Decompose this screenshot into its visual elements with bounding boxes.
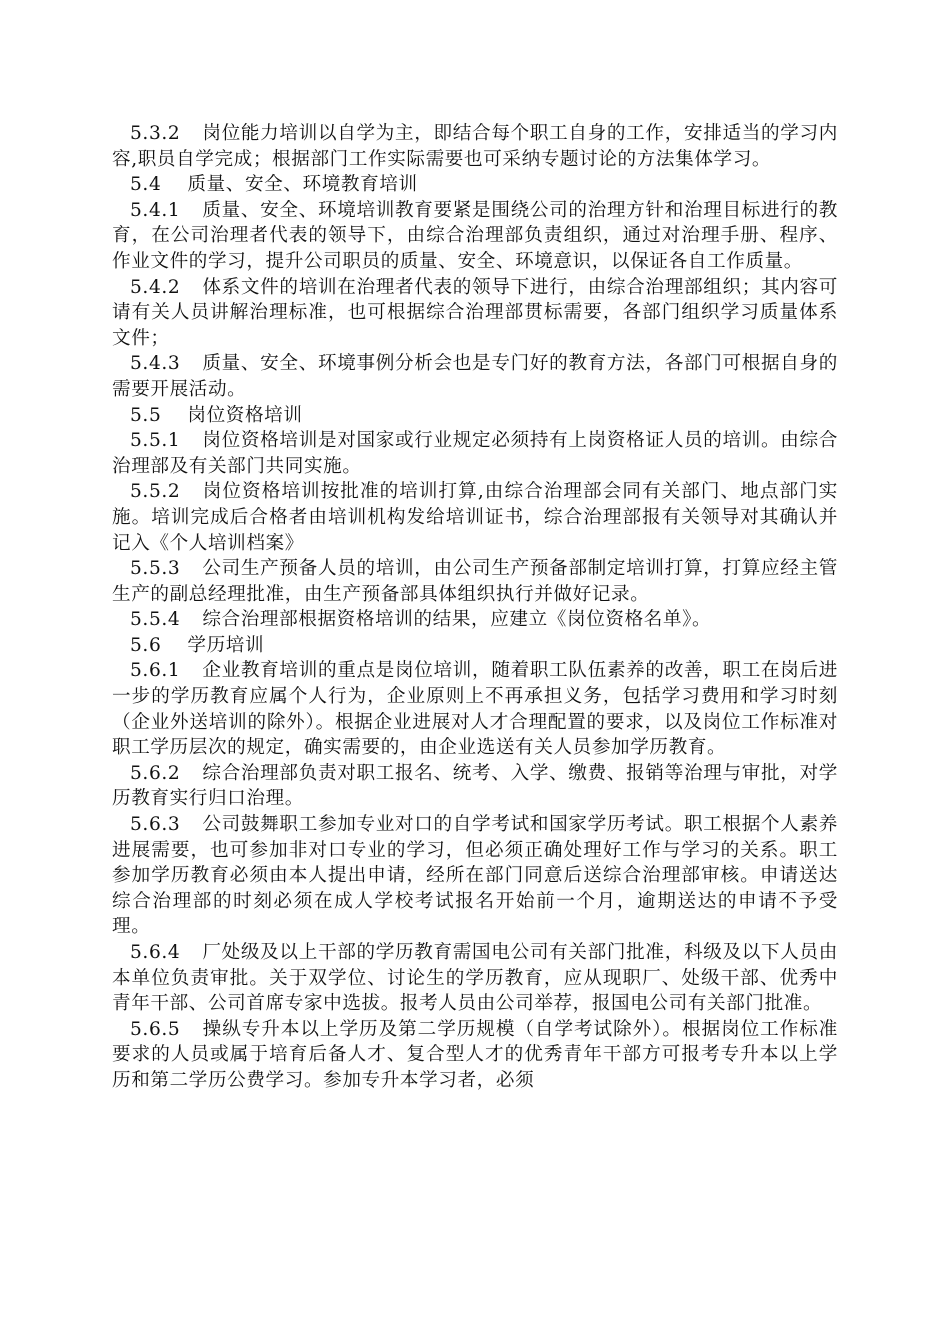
paragraph-text: 质量、安全、环境培训教育要紧是围绕公司的治理方针和治理目标进行的教育，在公司治理者代表的领导下，由综合治理部负责组织，通过对治理手册、程序、作业文件的学习，提升公司职员的质量、安全、环境意识，以保证各自工作质量。 bbox=[112, 199, 838, 272]
paragraph-5-6-5 bbox=[112, 1017, 838, 1094]
heading-5-5 bbox=[112, 403, 838, 429]
paragraph-5-5-2 bbox=[112, 479, 838, 556]
section-number: 5.6.4 bbox=[130, 942, 181, 963]
section-number: 5.5.2 bbox=[130, 481, 181, 503]
section-number: 5.5.3 bbox=[130, 558, 181, 580]
paragraph-text: 综合治理部负责对职工报名、统考、入学、缴费、报销等治理与审批，对学历教育实行归口治理。 bbox=[112, 762, 838, 810]
paragraph-text: 岗位资格培训是对国家或行业规定必须持有上岗资格证人员的培训。由综合治理部及有关部门共同实施。 bbox=[112, 430, 838, 477]
paragraph-5-6-3 bbox=[112, 812, 838, 940]
paragraph-5-4-3 bbox=[112, 351, 838, 402]
paragraph-text: 岗位资格培训按批准的培训打算,由综合治理部会同有关部门、地点部门实施。培训完成后合格者由培训机构发给培训证书，综合治理部报有关领导对其确认并记入《个人培训档案》 bbox=[112, 481, 838, 554]
document-body bbox=[112, 121, 838, 1094]
heading-text: 学历培训 bbox=[187, 634, 265, 656]
paragraph-5-4-1 bbox=[112, 198, 838, 275]
paragraph-text: 厂处级及以上干部的学历教育需国电公司有关部门批准，科级及以下人员由本单位负责审批。关于双学位、讨论生的学历教育，应从现职厂、处级干部、优秀中青年干部、公司首席专家中选拔。报考人员由公司举荐，报国电公司有关部门批准。 bbox=[112, 942, 838, 1015]
paragraph-5-3-2 bbox=[112, 121, 838, 172]
paragraph-text: 操纵专升本以上学历及第二学历规模（自学考试除外）。根据岗位工作标准要求的人员或属于培育后备人才、复合型人才的优秀青年干部方可报考专升本以上学历和第二学历公费学习。参加专升本学习者，必须 bbox=[112, 1018, 838, 1091]
section-number: 5.4 bbox=[130, 174, 162, 196]
section-number: 5.4.1 bbox=[130, 199, 181, 221]
paragraph-5-6-2 bbox=[112, 761, 838, 812]
section-number: 5.6.3 bbox=[130, 814, 181, 836]
paragraph-text: 体系文件的培训在治理者代表的领导下进行，由综合治理部组织；其内容可请有关人员讲解治理标准，也可根据综合治理部贯标需要，各部门组织学习质量体系文件； bbox=[112, 276, 838, 349]
heading-text: 质量、安全、环境教育培训 bbox=[187, 174, 418, 196]
section-number: 5.5.1 bbox=[130, 430, 181, 452]
paragraph-text: 公司鼓舞职工参加专业对口的自学考试和国家学历考试。职工根据个人素养进展需要，也可参加非对口专业的学习，但必须正确处理好工作与学习的关系。职工参加学历教育必须由本人提出申请，经所在部门同意后送综合治理部审核。申请送达综合治理部的时刻必须在成人学校考试报名开始前一个月，逾期送达的申请不予受理。 bbox=[112, 814, 838, 938]
paragraph-text: 质量、安全、环境事例分析会也是专门好的教育方法，各部门可根据自身的需要开展活动。 bbox=[112, 353, 838, 400]
paragraph-text: 公司生产预备人员的培训，由公司生产预备部制定培训打算，打算应经主管生产的副总经理批准，由生产预备部具体组织执行并做好记录。 bbox=[112, 558, 838, 605]
paragraph-text: 岗位能力培训以自学为主，即结合每个职工自身的工作，安排适当的学习内容,职员自学完成；根据部门工作实际需要也可采纳专题讨论的方法集体学习。 bbox=[112, 123, 838, 170]
heading-text: 岗位资格培训 bbox=[187, 404, 303, 426]
paragraph-5-5-3 bbox=[112, 556, 838, 607]
section-number: 5.4.3 bbox=[130, 353, 181, 375]
paragraph-5-6-4 bbox=[112, 940, 838, 1017]
section-number: 5.6 bbox=[130, 634, 162, 656]
paragraph-5-4-2 bbox=[112, 275, 838, 352]
section-number: 5.6.2 bbox=[130, 762, 181, 784]
paragraph-text: 综合治理部根据资格培训的结果，应建立《岗位资格名单》。 bbox=[202, 609, 712, 631]
section-number: 5.4.2 bbox=[130, 276, 181, 298]
section-number: 5.6.5 bbox=[130, 1018, 181, 1040]
paragraph-5-6-1 bbox=[112, 658, 838, 760]
paragraph-text: 企业教育培训的重点是岗位培训，随着职工队伍素养的改善，职工在岗后进一步的学历教育应属个人行为，企业原则上不再承担义务，包括学习费用和学习时刻（企业外送培训的除外）。根据企业进展对人才合理配置的要求，以及岗位工作标准对职工学历层次的规定，确实需要的，由企业选送有关人员参加学历教育。 bbox=[112, 660, 838, 759]
heading-5-4 bbox=[112, 172, 838, 198]
section-number: 5.6.1 bbox=[130, 660, 181, 682]
heading-5-6 bbox=[112, 633, 838, 659]
section-number: 5.5 bbox=[130, 404, 162, 426]
paragraph-5-5-4 bbox=[112, 607, 838, 633]
section-number: 5.3.2 bbox=[130, 123, 181, 144]
paragraph-5-5-1 bbox=[112, 428, 838, 479]
section-number: 5.5.4 bbox=[130, 609, 181, 631]
